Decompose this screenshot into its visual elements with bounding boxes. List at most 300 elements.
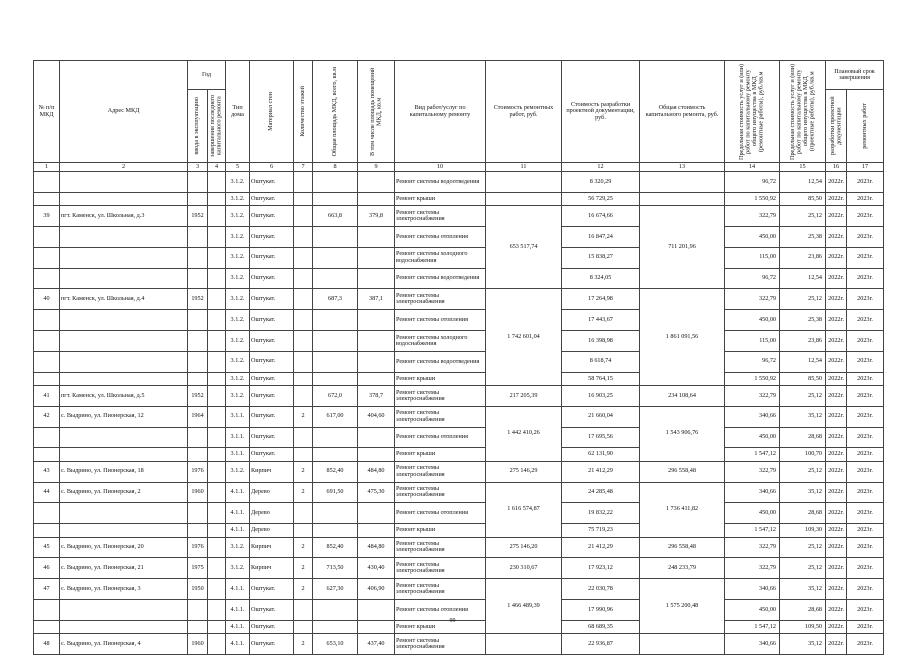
cell-total-area <box>313 247 358 268</box>
table-row <box>34 524 884 537</box>
cell-house-type: 3.1.2. <box>226 351 250 372</box>
cell-work-cost: 1 742 601,04 <box>486 289 562 386</box>
cell-address: с. Выдрино, ул. Пионерская, 18 <box>60 461 188 482</box>
cell-residential-area <box>358 172 395 193</box>
cell-floors: 2 <box>294 461 313 482</box>
cell-max-cost-design: 35,12 <box>780 406 826 427</box>
cell-floors: 2 <box>294 579 313 600</box>
cell-max-cost-repair: 450,00 <box>725 503 780 524</box>
cell-year-repair <box>208 310 226 331</box>
cell-no: 40 <box>34 289 60 310</box>
cell-design-cost: 22 936,87 <box>562 634 640 655</box>
cell-house-type: 3.1.2. <box>226 385 250 406</box>
cell-address: пгт. Каменск, ул. Школьная, д.3 <box>60 206 188 227</box>
cell-residential-area <box>358 503 395 524</box>
cell-residential-area: 387,1 <box>358 289 395 310</box>
cell-address <box>60 247 188 268</box>
table-row <box>34 192 884 205</box>
cell-work-type: Ремонт крыши <box>395 620 486 633</box>
cell-total-area: 691,50 <box>313 482 358 503</box>
cell-house-type: 3.1.2. <box>226 461 250 482</box>
cell-max-cost-repair: 322,79 <box>725 385 780 406</box>
cell-max-cost-repair: 340,66 <box>725 579 780 600</box>
cell-deadline-design: 2022г. <box>826 351 847 372</box>
cell-work-type: Ремонт системы электроснабжения <box>395 482 486 503</box>
cell-deadline-repair: 2023г. <box>847 226 884 247</box>
cell-total-area <box>313 268 358 289</box>
cell-max-cost-design: 23,86 <box>780 330 826 351</box>
cell-address: с. Выдрино, ул. Пионерская, 12 <box>60 406 188 427</box>
cell-year-repair <box>208 268 226 289</box>
cell-house-type: 3.1.2. <box>226 268 250 289</box>
cell-house-type: 4.1.1. <box>226 482 250 503</box>
cell-total-cost: 1 543 906,76 <box>640 406 725 461</box>
cell-no <box>34 172 60 193</box>
cell-deadline-repair: 2023г. <box>847 503 884 524</box>
cell-house-type: 3.1.2. <box>226 192 250 205</box>
cell-wall-material: Кирпич <box>250 461 294 482</box>
cell-design-cost: 17 990,96 <box>562 599 640 620</box>
cell-year-repair <box>208 385 226 406</box>
cell-work-type: Ремонт системы электроснабжения <box>395 579 486 600</box>
cell-work-type: Ремонт системы отопления <box>395 226 486 247</box>
cell-max-cost-repair: 450,00 <box>725 599 780 620</box>
cell-work-type: Ремонт системы электроснабжения <box>395 634 486 655</box>
cell-wall-material: Кирпич <box>250 537 294 558</box>
header-deadline: Плановый срок завершения <box>826 61 884 90</box>
cell-residential-area <box>358 247 395 268</box>
cell-no: 44 <box>34 482 60 503</box>
cell-design-cost: 8 324,05 <box>562 268 640 289</box>
cell-year-repair <box>208 289 226 310</box>
cell-work-cost: 1 616 574,87 <box>486 482 562 537</box>
cell-address <box>60 268 188 289</box>
cell-floors <box>294 503 313 524</box>
table-row <box>34 385 884 406</box>
column-number: 16 <box>826 163 847 172</box>
cell-year-built: 1975 <box>188 558 208 579</box>
cell-floors: 2 <box>294 482 313 503</box>
cell-year-built: 1976 <box>188 537 208 558</box>
cell-total-cost: 1 575 200,48 <box>640 579 725 634</box>
cell-deadline-design: 2022г. <box>826 226 847 247</box>
cell-floors <box>294 524 313 537</box>
cell-residential-area <box>358 192 395 205</box>
cell-floors <box>294 385 313 406</box>
cell-house-type: 4.1.1. <box>226 599 250 620</box>
cell-total-cost: 248 233,79 <box>640 558 725 579</box>
cell-total-cost <box>640 634 725 655</box>
cell-wall-material: Oштукат. <box>250 310 294 331</box>
cell-floors <box>294 351 313 372</box>
cell-design-cost: 62 131,90 <box>562 448 640 461</box>
cell-year-repair <box>208 226 226 247</box>
cell-wall-material: Oштукат. <box>250 226 294 247</box>
cell-total-cost: 711 201,96 <box>640 206 725 289</box>
cell-max-cost-repair: 96,72 <box>725 351 780 372</box>
cell-design-cost: 21 412,29 <box>562 461 640 482</box>
cell-no <box>34 330 60 351</box>
table-row <box>34 503 884 524</box>
column-number: 9 <box>358 163 395 172</box>
cell-max-cost-repair: 96,72 <box>725 268 780 289</box>
cell-year-repair <box>208 461 226 482</box>
cell-work-type: Ремонт системы холодного водоснабжения <box>395 330 486 351</box>
cell-max-cost-design: 28,68 <box>780 503 826 524</box>
cell-residential-area: 484,80 <box>358 537 395 558</box>
cell-year-built <box>188 351 208 372</box>
cell-address <box>60 330 188 351</box>
cell-house-type: 4.1.1. <box>226 620 250 633</box>
cell-deadline-design: 2022г. <box>826 537 847 558</box>
cell-residential-area <box>358 372 395 385</box>
cell-max-cost-design: 28,68 <box>780 427 826 448</box>
cell-design-cost: 16 847,24 <box>562 226 640 247</box>
cell-total-area: 852,40 <box>313 537 358 558</box>
cell-max-cost-design: 25,12 <box>780 385 826 406</box>
cell-year-built <box>188 427 208 448</box>
cell-design-cost: 16 674,66 <box>562 206 640 227</box>
cell-floors <box>294 330 313 351</box>
column-number: 15 <box>780 163 826 172</box>
cell-residential-area <box>358 524 395 537</box>
cell-max-cost-design: 28,68 <box>780 599 826 620</box>
table-row <box>34 558 884 579</box>
cell-deadline-repair: 2023г. <box>847 310 884 331</box>
cell-year-built: 1952 <box>188 385 208 406</box>
cell-total-cost <box>640 192 725 205</box>
cell-max-cost-design: 85,50 <box>780 372 826 385</box>
cell-max-cost-design: 25,12 <box>780 461 826 482</box>
cell-wall-material: Oштукат. <box>250 289 294 310</box>
cell-house-type: 3.1.1. <box>226 406 250 427</box>
cell-residential-area: 404,60 <box>358 406 395 427</box>
cell-max-cost-repair: 1 550,92 <box>725 192 780 205</box>
cell-wall-material: Oштукат. <box>250 579 294 600</box>
cell-address: с. Выдрино, ул. Пионерская, 4 <box>60 634 188 655</box>
cell-work-type: Ремонт системы электроснабжения <box>395 385 486 406</box>
cell-residential-area <box>358 268 395 289</box>
cell-deadline-repair: 2023г. <box>847 579 884 600</box>
cell-max-cost-design: 25,12 <box>780 558 826 579</box>
cell-total-area <box>313 448 358 461</box>
cell-work-type: Ремонт системы отопления <box>395 310 486 331</box>
column-number: 8 <box>313 163 358 172</box>
cell-year-built: 1960 <box>188 482 208 503</box>
cell-residential-area: 437,40 <box>358 634 395 655</box>
column-number: 12 <box>562 163 640 172</box>
table-row <box>34 537 884 558</box>
cell-no: 45 <box>34 537 60 558</box>
cell-year-built <box>188 503 208 524</box>
cell-year-repair <box>208 427 226 448</box>
table-body <box>34 172 884 655</box>
cell-wall-material: Кирпич <box>250 558 294 579</box>
cell-total-area <box>313 427 358 448</box>
cell-work-type: Ремонт системы отопления <box>395 599 486 620</box>
table-row <box>34 247 884 268</box>
cell-deadline-repair: 2023г. <box>847 268 884 289</box>
column-number: 13 <box>640 163 725 172</box>
cell-work-type: Ремонт системы водоотведения <box>395 172 486 193</box>
table-row <box>34 226 884 247</box>
cell-total-cost: 1 736 411,82 <box>640 482 725 537</box>
header-total-area: Общая площадь МКД, всего, кв.м <box>313 61 358 163</box>
cell-design-cost: 56 729,25 <box>562 192 640 205</box>
cell-design-cost: 8 618,74 <box>562 351 640 372</box>
table-row <box>34 579 884 600</box>
cell-deadline-repair: 2023г. <box>847 206 884 227</box>
cell-max-cost-repair: 450,00 <box>725 310 780 331</box>
cell-work-type: Ремонт системы отопления <box>395 503 486 524</box>
cell-residential-area: 430,40 <box>358 558 395 579</box>
header-work-cost: Стоимость ремонтных работ, руб. <box>486 61 562 163</box>
cell-deadline-design: 2022г. <box>826 461 847 482</box>
cell-wall-material: Дерево <box>250 503 294 524</box>
cell-deadline-repair: 2023г. <box>847 247 884 268</box>
header-year-built: ввода в эксплуатацию <box>188 90 208 163</box>
cell-deadline-design: 2022г. <box>826 330 847 351</box>
cell-wall-material: Oштукат. <box>250 406 294 427</box>
cell-max-cost-repair: 115,00 <box>725 330 780 351</box>
column-number: 10 <box>395 163 486 172</box>
cell-work-cost: 217 205,39 <box>486 385 562 406</box>
cell-no <box>34 427 60 448</box>
cell-total-area <box>313 172 358 193</box>
cell-deadline-design: 2022г. <box>826 206 847 227</box>
cell-total-area: 627,30 <box>313 579 358 600</box>
cell-deadline-design: 2022г. <box>826 268 847 289</box>
cell-year-built: 1960 <box>188 634 208 655</box>
cell-year-built <box>188 268 208 289</box>
table-row <box>34 310 884 331</box>
table-row <box>34 351 884 372</box>
cell-wall-material: Oштукат. <box>250 385 294 406</box>
cell-total-area <box>313 351 358 372</box>
cell-design-cost: 68 689,35 <box>562 620 640 633</box>
cell-max-cost-design: 25,38 <box>780 310 826 331</box>
cell-total-area <box>313 372 358 385</box>
cell-deadline-repair: 2023г. <box>847 406 884 427</box>
cell-max-cost-design: 25,38 <box>780 226 826 247</box>
cell-deadline-design: 2022г. <box>826 247 847 268</box>
cell-total-area: 713,50 <box>313 558 358 579</box>
cell-deadline-design: 2022г. <box>826 579 847 600</box>
cell-design-cost: 16 903,25 <box>562 385 640 406</box>
cell-work-type: Ремонт крыши <box>395 448 486 461</box>
cell-floors <box>294 247 313 268</box>
column-number: 7 <box>294 163 313 172</box>
cell-year-built: 1964 <box>188 406 208 427</box>
cell-no <box>34 192 60 205</box>
cell-house-type: 4.1.1. <box>226 503 250 524</box>
cell-house-type: 3.1.2. <box>226 247 250 268</box>
cell-work-type: Ремонт крыши <box>395 372 486 385</box>
column-number: 3 <box>188 163 208 172</box>
cell-no: 43 <box>34 461 60 482</box>
table-row <box>34 289 884 310</box>
cell-deadline-design: 2022г. <box>826 406 847 427</box>
cell-work-type: Ремонт системы водоотведения <box>395 268 486 289</box>
header-house-type: Тип дома <box>226 61 250 163</box>
cell-max-cost-design: 109,30 <box>780 524 826 537</box>
cell-year-built <box>188 448 208 461</box>
cell-max-cost-design: 35,12 <box>780 634 826 655</box>
cell-deadline-design: 2022г. <box>826 634 847 655</box>
cell-design-cost: 58 764,15 <box>562 372 640 385</box>
cell-total-area: 852,40 <box>313 461 358 482</box>
cell-wall-material: Oштукат. <box>250 247 294 268</box>
cell-year-repair <box>208 503 226 524</box>
table-row <box>34 427 884 448</box>
cell-max-cost-design: 12,54 <box>780 351 826 372</box>
cell-total-area <box>313 503 358 524</box>
cell-total-area: 672,0 <box>313 385 358 406</box>
cell-wall-material: Oштукат. <box>250 330 294 351</box>
column-number: 11 <box>486 163 562 172</box>
cell-total-cost: 296 558,48 <box>640 537 725 558</box>
cell-max-cost-repair: 322,79 <box>725 537 780 558</box>
cell-year-repair <box>208 558 226 579</box>
cell-total-area: 653,10 <box>313 634 358 655</box>
cell-house-type: 3.1.2. <box>226 310 250 331</box>
cell-house-type: 3.1.1. <box>226 427 250 448</box>
cell-wall-material: Oштукат. <box>250 172 294 193</box>
cell-wall-material: Oштукат. <box>250 427 294 448</box>
header-work-type: Вид работ/услуг по капитальному ремонту <box>395 61 486 163</box>
cell-design-cost: 24 285,48 <box>562 482 640 503</box>
cell-total-area <box>313 330 358 351</box>
cell-year-repair <box>208 247 226 268</box>
cell-max-cost-repair: 340,66 <box>725 406 780 427</box>
cell-no: 48 <box>34 634 60 655</box>
table-row <box>34 406 884 427</box>
cell-design-cost: 17 923,12 <box>562 558 640 579</box>
cell-max-cost-design: 23,86 <box>780 247 826 268</box>
cell-year-built: 1976 <box>188 461 208 482</box>
table-row <box>34 634 884 655</box>
cell-max-cost-design: 85,50 <box>780 192 826 205</box>
cell-deadline-design: 2022г. <box>826 599 847 620</box>
cell-no <box>34 351 60 372</box>
table-row <box>34 206 884 227</box>
capital-repair-table <box>33 60 884 655</box>
cell-max-cost-repair: 450,00 <box>725 427 780 448</box>
cell-residential-area <box>358 226 395 247</box>
cell-house-type: 3.1.2. <box>226 537 250 558</box>
cell-deadline-repair: 2023г. <box>847 599 884 620</box>
cell-year-repair <box>208 406 226 427</box>
cell-year-repair <box>208 524 226 537</box>
column-number: 17 <box>847 163 884 172</box>
cell-design-cost: 16 398,98 <box>562 330 640 351</box>
cell-no: 47 <box>34 579 60 600</box>
cell-work-cost <box>486 192 562 205</box>
cell-wall-material: Oштукат. <box>250 192 294 205</box>
cell-max-cost-design: 109,50 <box>780 620 826 633</box>
cell-deadline-repair: 2023г. <box>847 351 884 372</box>
cell-max-cost-design: 25,12 <box>780 206 826 227</box>
cell-year-repair <box>208 634 226 655</box>
cell-work-cost: 653 517,74 <box>486 206 562 289</box>
cell-house-type: 4.1.1. <box>226 524 250 537</box>
cell-max-cost-design: 100,70 <box>780 448 826 461</box>
cell-total-cost: 296 558,48 <box>640 461 725 482</box>
cell-address: с. Выдрино, ул. Пионерская, 21 <box>60 558 188 579</box>
column-number: 5 <box>226 163 250 172</box>
cell-residential-area: 484,80 <box>358 461 395 482</box>
cell-year-built <box>188 192 208 205</box>
cell-wall-material: Oштукат. <box>250 351 294 372</box>
cell-deadline-repair: 2023г. <box>847 620 884 633</box>
cell-floors: 2 <box>294 537 313 558</box>
cell-total-cost: 234 108,64 <box>640 385 725 406</box>
cell-wall-material: Oштукат. <box>250 372 294 385</box>
cell-design-cost: 8 320,29 <box>562 172 640 193</box>
cell-year-repair <box>208 537 226 558</box>
table-row <box>34 461 884 482</box>
cell-total-cost <box>640 172 725 193</box>
cell-work-type: Ремонт системы холодного водоснабжения <box>395 247 486 268</box>
cell-max-cost-repair: 340,66 <box>725 482 780 503</box>
column-number: 6 <box>250 163 294 172</box>
cell-work-type: Ремонт системы водоотведения <box>395 351 486 372</box>
cell-deadline-repair: 2023г. <box>847 427 884 448</box>
cell-deadline-design: 2022г. <box>826 192 847 205</box>
cell-address <box>60 192 188 205</box>
cell-address <box>60 372 188 385</box>
cell-residential-area <box>358 351 395 372</box>
cell-deadline-repair: 2023г. <box>847 524 884 537</box>
cell-deadline-design: 2022г. <box>826 448 847 461</box>
cell-work-cost: 1 466 489,39 <box>486 579 562 634</box>
cell-deadline-design: 2022г. <box>826 385 847 406</box>
cell-max-cost-design: 12,54 <box>780 268 826 289</box>
cell-total-area: 687,3 <box>313 289 358 310</box>
column-number: 1 <box>34 163 60 172</box>
cell-wall-material: Oштукат. <box>250 268 294 289</box>
cell-floors <box>294 310 313 331</box>
cell-year-built <box>188 247 208 268</box>
cell-floors <box>294 172 313 193</box>
cell-address: с. Выдрино, ул. Пионерская, 3 <box>60 579 188 600</box>
cell-deadline-design: 2022г. <box>826 482 847 503</box>
column-number: 2 <box>60 163 188 172</box>
cell-address <box>60 226 188 247</box>
cell-total-area <box>313 226 358 247</box>
cell-residential-area: 379,8 <box>358 206 395 227</box>
cell-year-built: 1950 <box>188 579 208 600</box>
cell-work-cost <box>486 172 562 193</box>
cell-residential-area <box>358 310 395 331</box>
cell-address <box>60 524 188 537</box>
cell-deadline-design: 2022г. <box>826 620 847 633</box>
cell-max-cost-repair: 1 547,12 <box>725 448 780 461</box>
cell-residential-area <box>358 427 395 448</box>
cell-max-cost-repair: 322,79 <box>725 461 780 482</box>
table-row <box>34 172 884 193</box>
cell-deadline-repair: 2023г. <box>847 385 884 406</box>
cell-deadline-repair: 2023г. <box>847 289 884 310</box>
cell-design-cost: 21 660,04 <box>562 406 640 427</box>
cell-deadline-repair: 2023г. <box>847 448 884 461</box>
cell-deadline-repair: 2023г. <box>847 192 884 205</box>
cell-address <box>60 351 188 372</box>
cell-deadline-design: 2022г. <box>826 503 847 524</box>
header-year-repair: завершения последнего капитального ремонта <box>208 90 226 163</box>
header-floors: Количество этажей <box>294 61 313 163</box>
cell-no <box>34 268 60 289</box>
